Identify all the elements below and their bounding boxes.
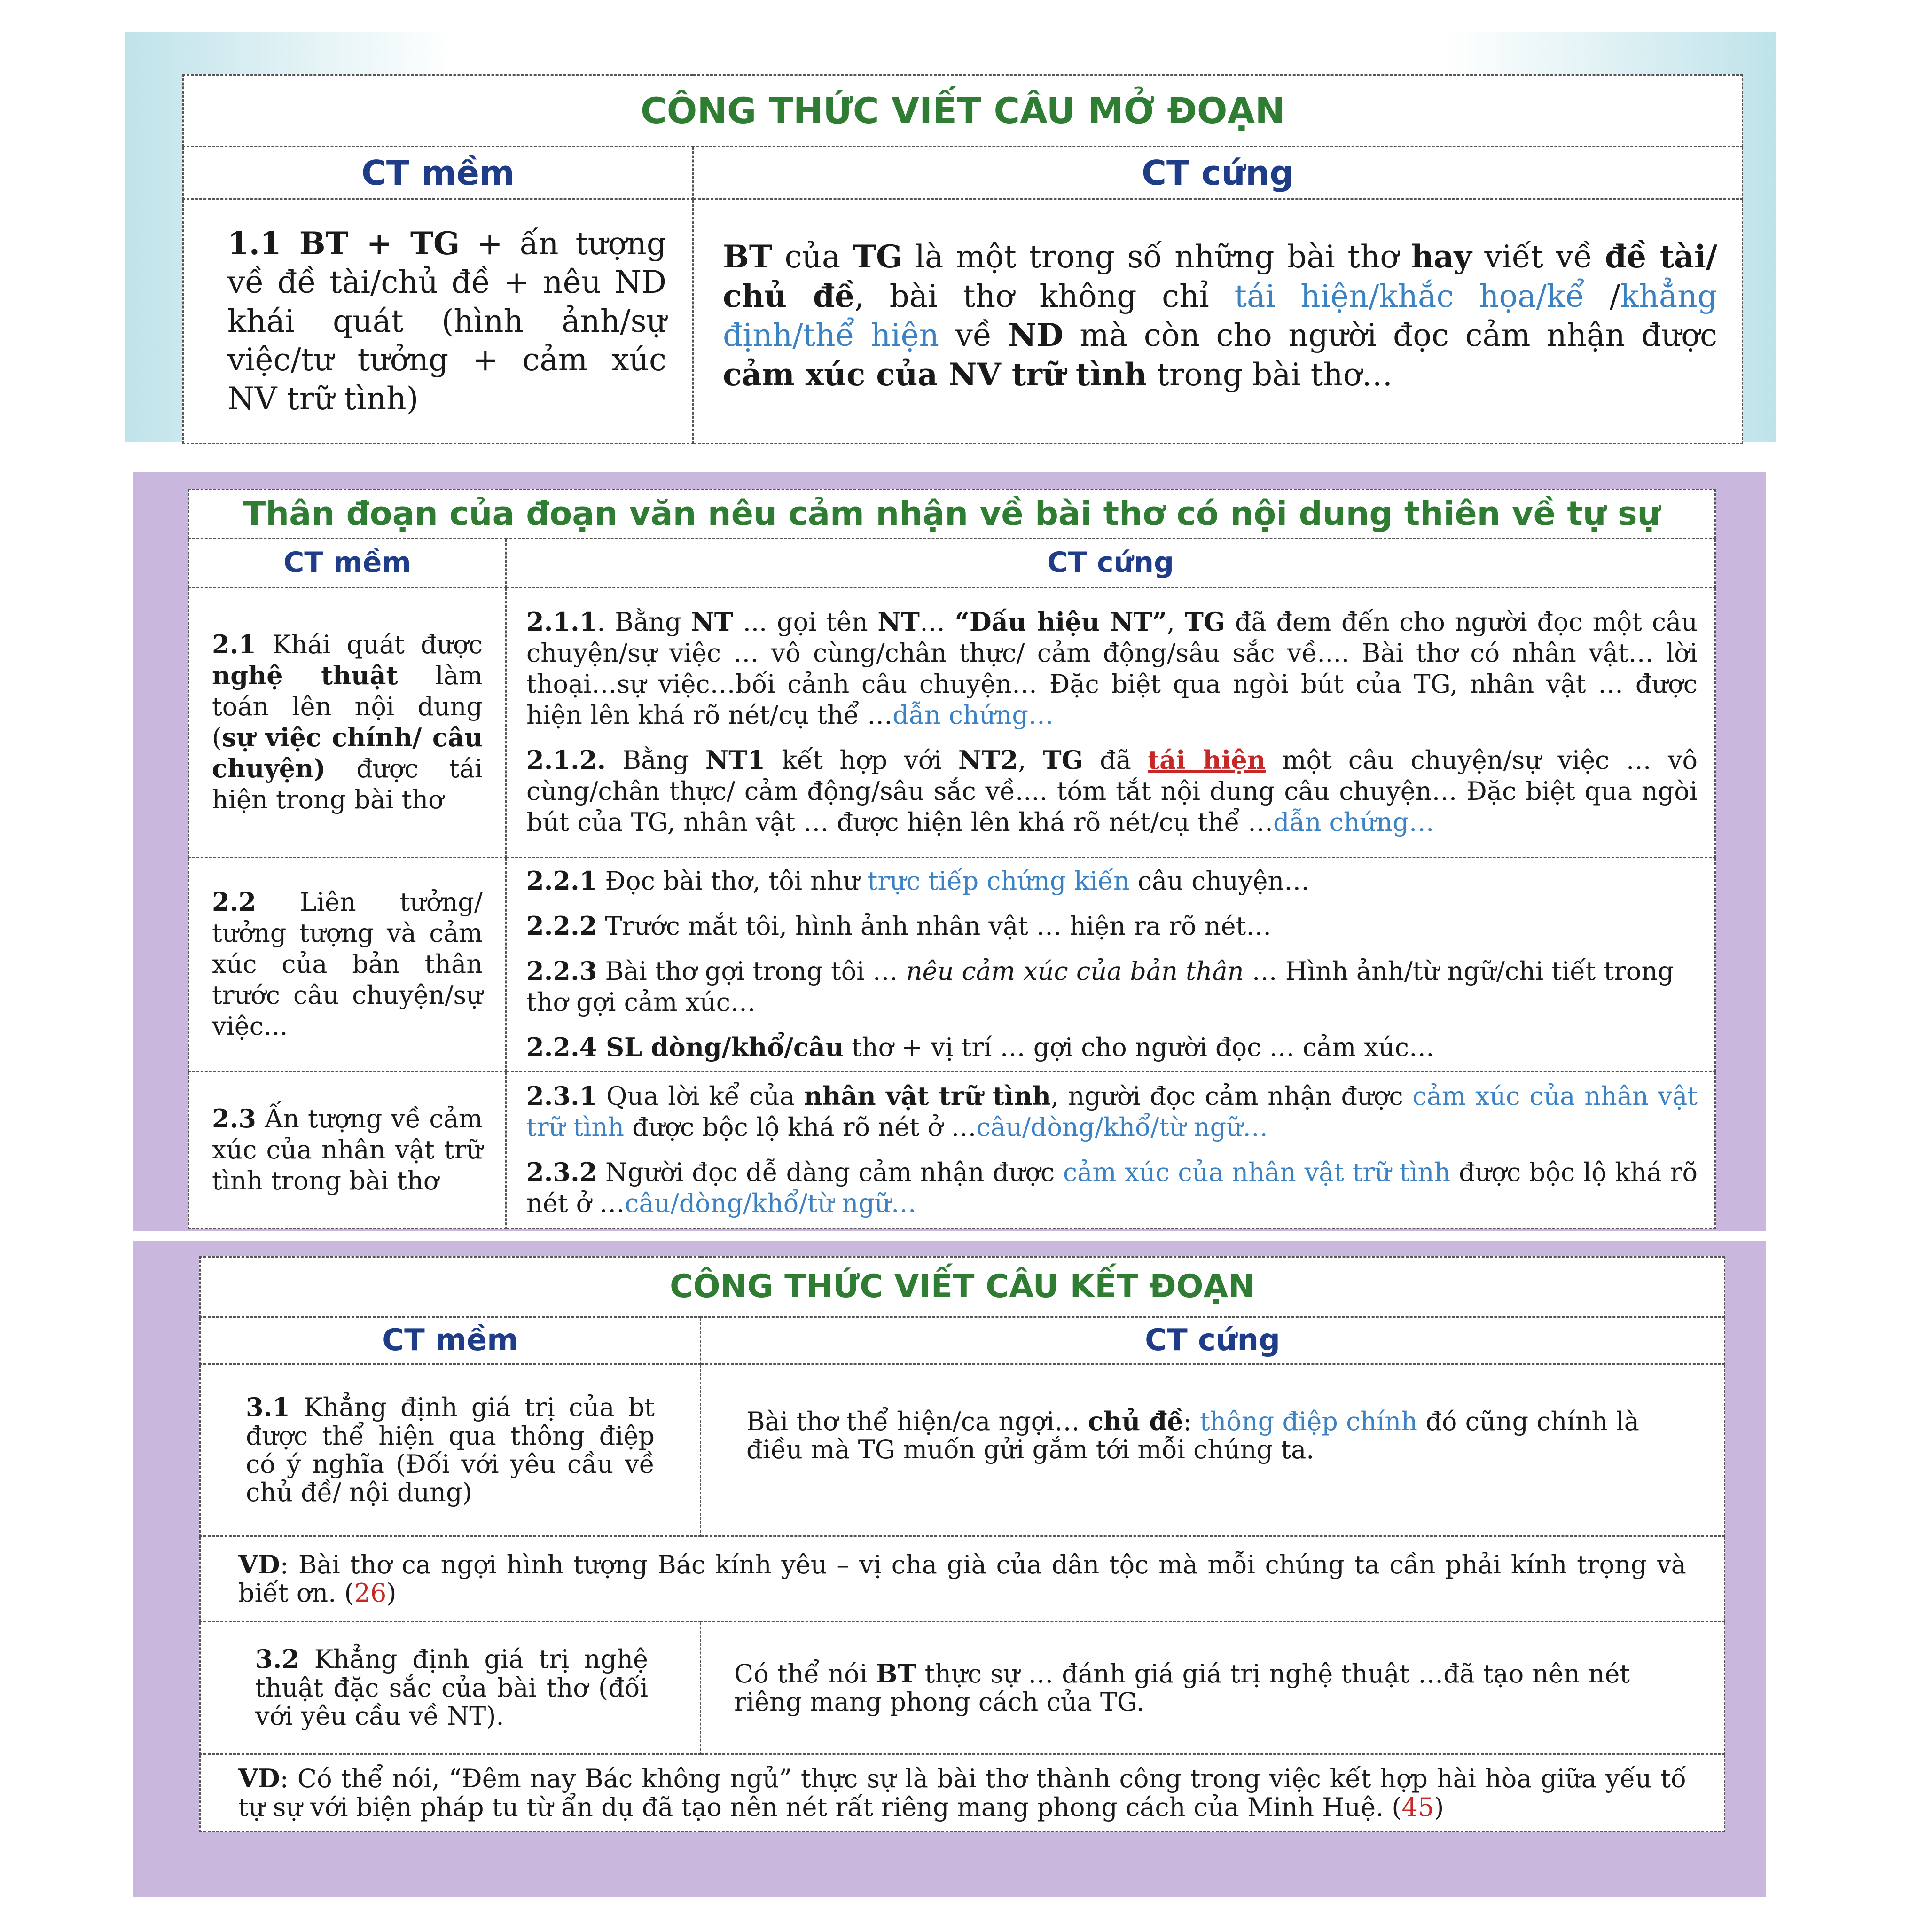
formula-2-1-1: 2.1.1. Bằng NT ... gọi tên NT… “Dấu hiệu NT”, TG đã đem đến cho người đọc một câu chuyện/sự việc … vô cùng/chân thực/ cảm động/sâu sắc về.... Bài thơ có nhân vật… lời thoại…sự việc…bối cảnh câu chuyện… Đặc biệt qua ngòi bút của TG, nhân vật … được hiện lên khá rõ nét/cụ thể …dẫn chứng… [526, 607, 1698, 730]
col-soft-header: CT mềm [200, 1317, 701, 1364]
hard-formulas-2-3 [506, 1072, 1715, 1229]
formula-2-2-4: 2.2.4 SL dòng/khổ/câu thơ + vị trí … gợi cho người đọc … cảm xúc… [526, 1032, 1434, 1062]
example-3-1: VD: Bài thơ ca ngợi hình tượng Bác kính yêu – vị cha già của dân tộc mà mỗi chúng ta cần phải kính trọng và biết ơn. (26) [200, 1536, 1725, 1622]
closing-title: CÔNG THỨC VIẾT CÂU KẾT ĐOẠN [200, 1257, 1725, 1317]
hard-formula-1-1: BT của TG là một trong số những bài thơ hay viết về đề tài/ chủ đề, bài thơ không chỉ tái hiện/khắc họa/kể /khẳng định/thể hiện về ND mà còn cho người đọc cảm nhận được cảm xúc của NV trữ tình trong bài thơ… [693, 199, 1743, 444]
soft-formula-1-1: 1.1 BT + TG + ấn tượng về đề tài/chủ đề + nêu ND khái quát (hình ảnh/sự việc/tư tưởng + cảm xúc NV trữ tình) [183, 199, 693, 444]
formula-2-2-1: 2.2.1 Đọc bài thơ, tôi như trực tiếp chứng kiến câu chuyện… [526, 866, 1310, 896]
soft-formula-3-1: 3.1 Khẳng định giá trị của bt được thể hiện qua thông điệp có ý nghĩa (Đối với yêu cầu về chủ đề/ nội dung) [200, 1364, 701, 1536]
col-soft-header: CT mềm [189, 539, 506, 587]
formula-2-3-1: 2.3.1 Qua lời kể của nhân vật trữ tình, người đọc cảm nhận được cảm xúc của nhân vật trữ tình được bộc lộ khá rõ nét ở …câu/dòng/khổ/từ ngữ… [526, 1081, 1698, 1142]
formula-2-2-2: 2.2.2 Trước mắt tôi, hình ảnh nhân vật … hiện ra rõ nét… [526, 911, 1272, 941]
col-hard-header: CT cứng [701, 1317, 1725, 1364]
hard-formula-3-2: Có thể nói BT thực sự … đánh giá giá trị nghệ thuật …đã tạo nên nét riêng mang phong cách của TG. [701, 1622, 1725, 1754]
col-hard-header: CT cứng [506, 539, 1715, 587]
body-title: Thân đoạn của đoạn văn nêu cảm nhận về bài thơ có nội dung thiên về tự sự [189, 490, 1715, 539]
col-hard-header: CT cứng [693, 147, 1743, 199]
hard-formulas-2-1 [506, 587, 1715, 858]
example-3-2: VD: Có thể nói, “Đêm nay Bác không ngủ” thực sự là bài thơ thành công trong việc kết hợp hài hòa giữa yếu tố tự sự với biện pháp tu từ ẩn dụ đã tạo nên nét rất riêng mang phong cách của Minh Huệ. (45) [200, 1754, 1725, 1832]
formula-2-1-2: 2.1.2. Bằng NT1 kết hợp với NT2, TG đã tái hiện một câu chuyện/sự việc … vô cùng/chân thực/ cảm động/sâu sắc về.... tóm tắt nội dung câu chuyện… Đặc biệt qua ngòi bút của TG, nhân vật … được hiện lên khá rõ nét/cụ thể …dẫn chứng… [526, 744, 1698, 837]
soft-formula-2-3: 2.3 Ấn tượng về cảm xúc của nhân vật trữ tình trong bài thơ [189, 1072, 506, 1229]
soft-formula-2-2: 2.2 Liên tưởng/ tưởng tượng và cảm xúc của bản thân trước câu chuyện/sự việc... [189, 858, 506, 1072]
formula-2-3-2: 2.3.2 Người đọc dễ dàng cảm nhận được cảm xúc của nhân vật trữ tình được bộc lộ khá rõ nét ở …câu/dòng/khổ/từ ngữ… [526, 1157, 1698, 1218]
hard-formulas-2-2 [506, 858, 1715, 1072]
soft-formula-3-2: 3.2 Khẳng định giá trị nghệ thuật đặc sắc của bài thơ (đối với yêu cầu về NT). [200, 1622, 701, 1754]
opening-title: CÔNG THỨC VIẾT CÂU MỞ ĐOẠN [183, 75, 1743, 147]
col-soft-header: CT mềm [183, 147, 693, 199]
formula-2-2-3: 2.2.3 Bài thơ gợi trong tôi … nêu cảm xúc của bản thân … Hình ảnh/từ ngữ/chi tiết trong thơ gợi cảm xúc… [526, 956, 1674, 1017]
closing-sentence-table [199, 1256, 1725, 1832]
hard-formula-3-1: Bài thơ thể hiện/ca ngợi… chủ đề: thông điệp chính đó cũng chính là điều mà TG muốn gửi gắm tới mỗi chúng ta. [701, 1364, 1725, 1536]
opening-sentence-table [182, 74, 1743, 444]
soft-formula-2-1: 2.1 Khái quát được nghệ thuật làm toán lên nội dung (sự việc chính/ câu chuyện) được tái hiện trong bài thơ [189, 587, 506, 858]
body-paragraph-table [188, 489, 1716, 1229]
